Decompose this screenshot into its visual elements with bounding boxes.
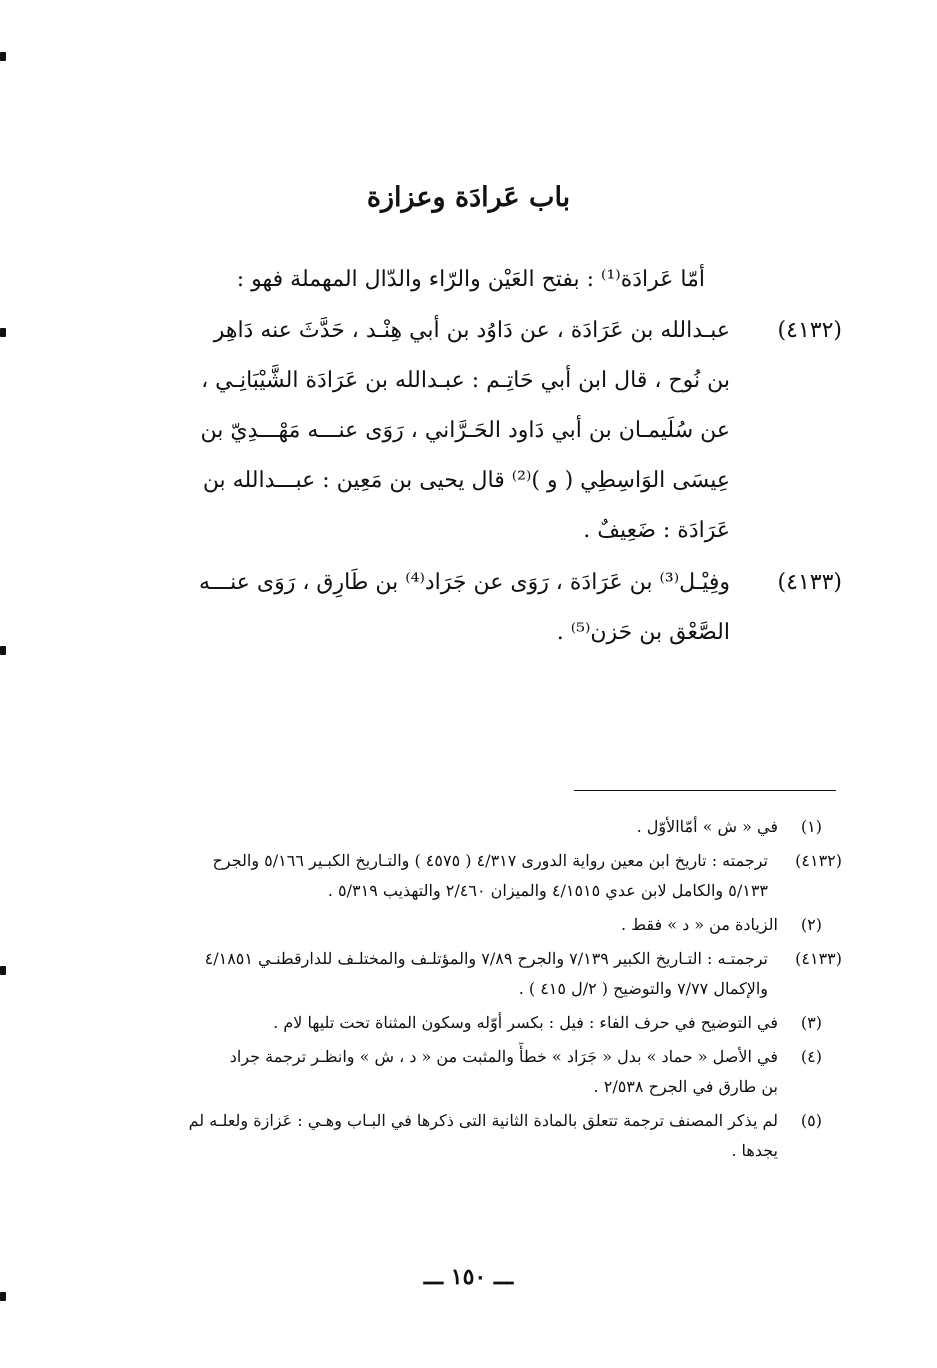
footnote-line: يجدها .: [731, 1141, 778, 1160]
entry-number: (٤١٣٣): [777, 570, 842, 595]
margin-mark: [0, 1292, 6, 1301]
entry-line: عِيسَى الوَاسِطِي ( و )⁽²⁾ قال يحيى بن مَعِين : عبـــدالله بن: [202, 468, 730, 493]
chapter-title: باب عَرادَة وعزازة: [366, 182, 571, 213]
footnote-number: (٥): [800, 1111, 822, 1130]
footnote-number: (٢): [800, 915, 822, 934]
margin-mark: [0, 966, 6, 975]
footnote: [82, 910, 842, 940]
footnote-number: (١): [800, 817, 822, 836]
page-number: ـــ ١٥٠ ـــ: [423, 1264, 514, 1290]
footnote-number: (٤١٣٢): [795, 851, 842, 870]
footnote: [82, 944, 842, 1004]
footnote-line: والإكمال ٧/٧٧ والتوضيح ( ٢/ل ٤١٥ ) .: [518, 979, 768, 998]
margin-mark: [0, 52, 6, 61]
footnote-line: ترجمته : تاريخ ابن معين رواية الدورى ٤/٣١٧ ( ٤٥٧٥ ) والتـاريخ الكبـير ٥/١٦٦ والجرح: [212, 851, 768, 870]
footnote-number: (٤): [800, 1047, 822, 1066]
footnote: [82, 1042, 842, 1102]
footnote-number: (٤١٣٣): [795, 949, 842, 968]
footnote-separator: [574, 790, 836, 791]
footnote: [82, 1106, 842, 1166]
entry-text: [140, 558, 730, 658]
entry-line: وفِيْـل⁽³⁾ بن عَرَادَة ، رَوَى عن جَرَاد⁽⁴⁾ بن طَارِق ، رَوَى عنـــه: [198, 570, 730, 595]
entry-line: الصَّعْق بن حَزن⁽⁵⁾ .: [556, 620, 730, 645]
footnote-number: (٣): [800, 1013, 822, 1032]
footnote-line: بن طارق في الجرح ٢/٥٣٨ .: [593, 1077, 778, 1096]
footnote-line: ٥/١٣٣ والكامل لابن عدي ٤/١٥١٥ والميزان ٢/٤٦٠ والتهذيب ٥/٣١٩ .: [327, 881, 768, 900]
intro-line: أمّا عَرادَة⁽¹⁾ : بفتح العَيْن والرّاء والدّال المهملة فهو :: [236, 267, 705, 292]
margin-mark: [0, 328, 6, 337]
entry-line: عَرَادَة : ضَعِيفٌ .: [583, 518, 730, 543]
footnote-line: في « ش » أمّاالأوّل .: [636, 817, 778, 836]
entry-line: عن سُلَيمـان بن أبي دَاود الحَـرَّاني ، رَوَى عنـــه مَهْـــدِيّ بن: [200, 418, 730, 443]
entry-text: [140, 306, 730, 556]
footnote-line: ترجمتـه : التـاريخ الكبير ٧/١٣٩ والجرح ٧/٨٩ والمؤتلـف والمختلـف للدارقطنـي ٤/١٨٥١: [204, 949, 768, 968]
footnote-line: الزيادة من « د » فقط .: [621, 915, 778, 934]
footnote: [82, 1008, 842, 1038]
entry-line: عبـدالله بن عَرَادَة ، عن دَاوُد بن أبي هِنْـد ، حَدَّثَ عنه دَاهِر: [213, 318, 730, 343]
footnotes: [82, 812, 842, 1170]
margin-mark: [0, 646, 6, 655]
footnote: [82, 846, 842, 906]
footnote-line: لم يذكر المصنف ترجمة تتعلق بالمادة الثانية التى ذكرها في البـاب وهـي : عَزازة ولعلـه لم: [188, 1111, 778, 1130]
footnote: [82, 812, 842, 842]
footnote-line: في الأصل « حماد » بدل « جَرَاد » خطأً والمثبت من « د ، ش » وانظـر ترجمة جراد: [229, 1047, 778, 1066]
entry-number: (٤١٣٢): [777, 318, 842, 343]
footnote-line: في التوضيح في حرف الفاء : فيل : بكسر أوّله وسكون المثناة تحت تليها لام .: [273, 1013, 778, 1032]
entry-line: بن نُوح ، قال ابن أبي حَاتِـم : عبـدالله بن عَرَادَة الشَّيْبَانِـي ،: [201, 368, 730, 393]
